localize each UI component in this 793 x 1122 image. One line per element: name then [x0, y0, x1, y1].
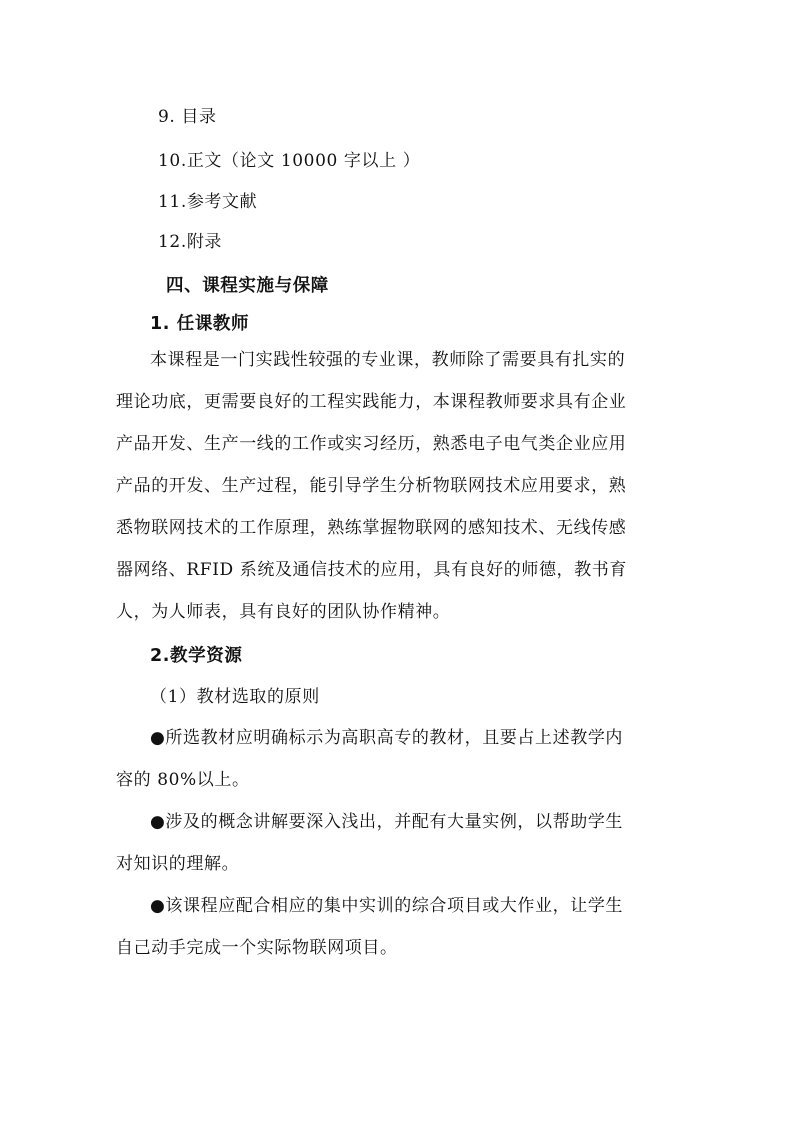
toc-item-11: 11.参考文献 — [158, 192, 258, 212]
bullet-line: 对知识的理解。 — [116, 854, 240, 874]
bullet-line: ●所选教材应明确标示为高职高专的教材，且要占上述教学内 — [150, 728, 624, 748]
paragraph-line: 理论功底，更需要良好的工程实践能力，本课程教师要求具有企业 — [116, 392, 627, 412]
bullet-line: ●涉及的概念讲解要深入浅出，并配有大量实例，以帮助学生 — [150, 812, 624, 832]
bullet-line: 容的 80%以上。 — [116, 770, 250, 790]
paragraph-line: 本课程是一门实践性较强的专业课，教师除了需要具有扎实的 — [150, 350, 626, 370]
section-title: 四、课程实施与保障 — [166, 276, 329, 296]
toc-item-10: 10.正文（论文 10000 字以上 ） — [158, 151, 421, 171]
subsection-2-title: 2.教学资源 — [150, 646, 243, 666]
subsection-1-title: 1. 任课教师 — [150, 314, 250, 334]
toc-item-9: 9. 目录 — [158, 107, 217, 127]
paragraph-line: 悉物联网技术的工作原理，熟练掌握物联网的感知技术、无线传感 — [116, 518, 627, 538]
paragraph-line: 产品的开发、生产过程，能引导学生分析物联网技术应用要求，熟 — [116, 476, 627, 496]
item-heading: （1）教材选取的原则 — [150, 687, 320, 707]
paragraph-line: 产品开发、生产一线的工作或实习经历，熟悉电子电气类企业应用 — [116, 434, 627, 454]
bullet-line: ●该课程应配合相应的集中实训的综合项目或大作业，让学生 — [150, 896, 624, 916]
paragraph-line: 器网络、RFID 系统及通信技术的应用，具有良好的师德，教书育 — [116, 560, 627, 580]
bullet-line: 自己动手完成一个实际物联网项目。 — [116, 938, 398, 958]
paragraph-line: 人，为人师表，具有良好的团队协作精神。 — [116, 602, 451, 622]
toc-item-12: 12.附录 — [158, 232, 223, 252]
